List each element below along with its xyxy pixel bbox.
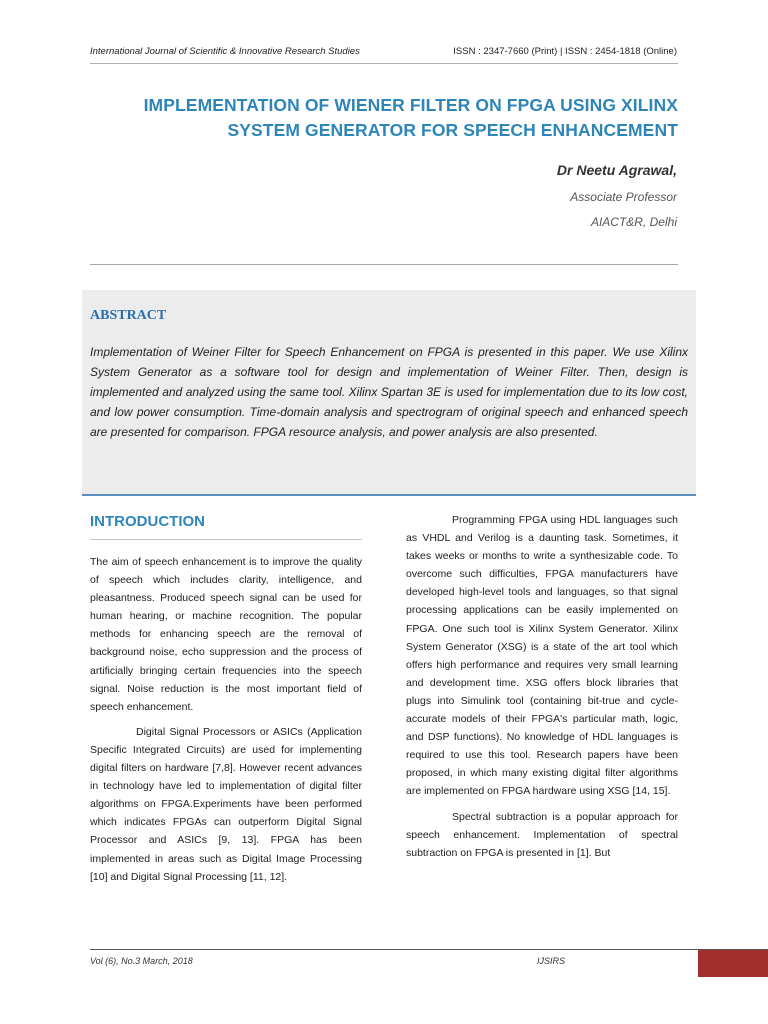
author-name: Dr Neetu Agrawal, — [556, 162, 677, 178]
author-institution: AIACT&R, Delhi — [590, 215, 677, 229]
header-divider — [90, 63, 678, 64]
paragraph: Digital Signal Processors or ASICs (Application Specific Integrated Circuits) are used for implementing digital filters on hardware [7,8]. However recent advances in technology have led to implementation of digital filter algorithms on FPGA.Experiments have been performed which indicates FPGAs can outperform Digital Signal Processor and ASICs [9, 13]. FPGA has been implemented in areas such as Digital Image Processing [10] and Digital Signal Processing [11, 12]. — [90, 725, 362, 883]
paragraph: Programming FPGA using HDL languages such as VHDL and Verilog is a daunting task. Sometimes, it takes weeks or months to write a synthesizable code. To overcome such difficulties, FPGA manufacturers have developed high-level tools and languages, so that signal processing applications can be easily implemented on FPGA. One such tool is Xilinx System Generator. Xilinx System Generator (XSG) is a state of the art tool which offers high performance and requires very small learning and development time. XSG offers block libraries that plugs into Simulink tool (containing bit-true and cycle-accurate models of their FPGA's particular math, logic, and DSP functions). No knowledge of HDL languages is required to use this tool. Research papers have been proposed, in which many existing digital filter algorithms are implemented on FPGA hardware using XSG [14, 15]. — [406, 514, 678, 798]
right-column — [406, 511, 678, 862]
abstract-heading: ABSTRACT — [90, 308, 167, 323]
left-column — [90, 553, 362, 886]
author-position: Associate Professor — [570, 190, 677, 204]
volume-info: Vol (6), No.3 March, 2018 — [90, 956, 193, 966]
journal-abbreviation: IJSIRS — [537, 956, 566, 966]
issn-info: ISSN : 2347-7660 (Print) | ISSN : 2454-1818 (Online) — [453, 46, 677, 57]
footer-color-bar — [698, 950, 768, 977]
footer-divider — [90, 949, 768, 950]
journal-name: International Journal of Scientific & Innovative Research Studies — [90, 46, 360, 57]
abstract-text: Implementation of Weiner Filter for Speech Enhancement on FPGA is presented in this paper. We use Xilinx System Generator as a software tool for design and implementation of Weiner Filter. Then, design is implemented and analyzed using the same tool. Xilinx Spartan 3E is used for implementation due to its low cost, and low power consumption. Time-domain analysis and spectrogram of original speech and enhanced speech are presented for comparison. FPGA resource analysis, and power analysis are also presented. — [90, 345, 688, 439]
paragraph: Spectral subtraction is a popular approach for speech enhancement. Implementation of spectral subtraction on FPGA is presented in [1]. But — [406, 810, 678, 859]
paragraph: The aim of speech enhancement is to improve the quality of speech which includes clarity, intelligence, and pleasantness. Produced speech signal can be used for human hearing, or machine recognition. The popular methods for enhancing speech are the removal of background noise, echo suppression and the process of artificially bringing certain frequencies into the speech signal. Noise reduction is the most important field of speech enhancement. — [90, 556, 362, 713]
paper-title: IMPLEMENTATION OF WIENER FILTER ON FPGA USING XILINX SYSTEM GENERATOR FOR SPEECH ENHANCEMENT — [143, 95, 678, 140]
title-divider — [90, 264, 678, 265]
introduction-divider — [90, 539, 362, 540]
introduction-heading: INTRODUCTION — [90, 513, 205, 530]
